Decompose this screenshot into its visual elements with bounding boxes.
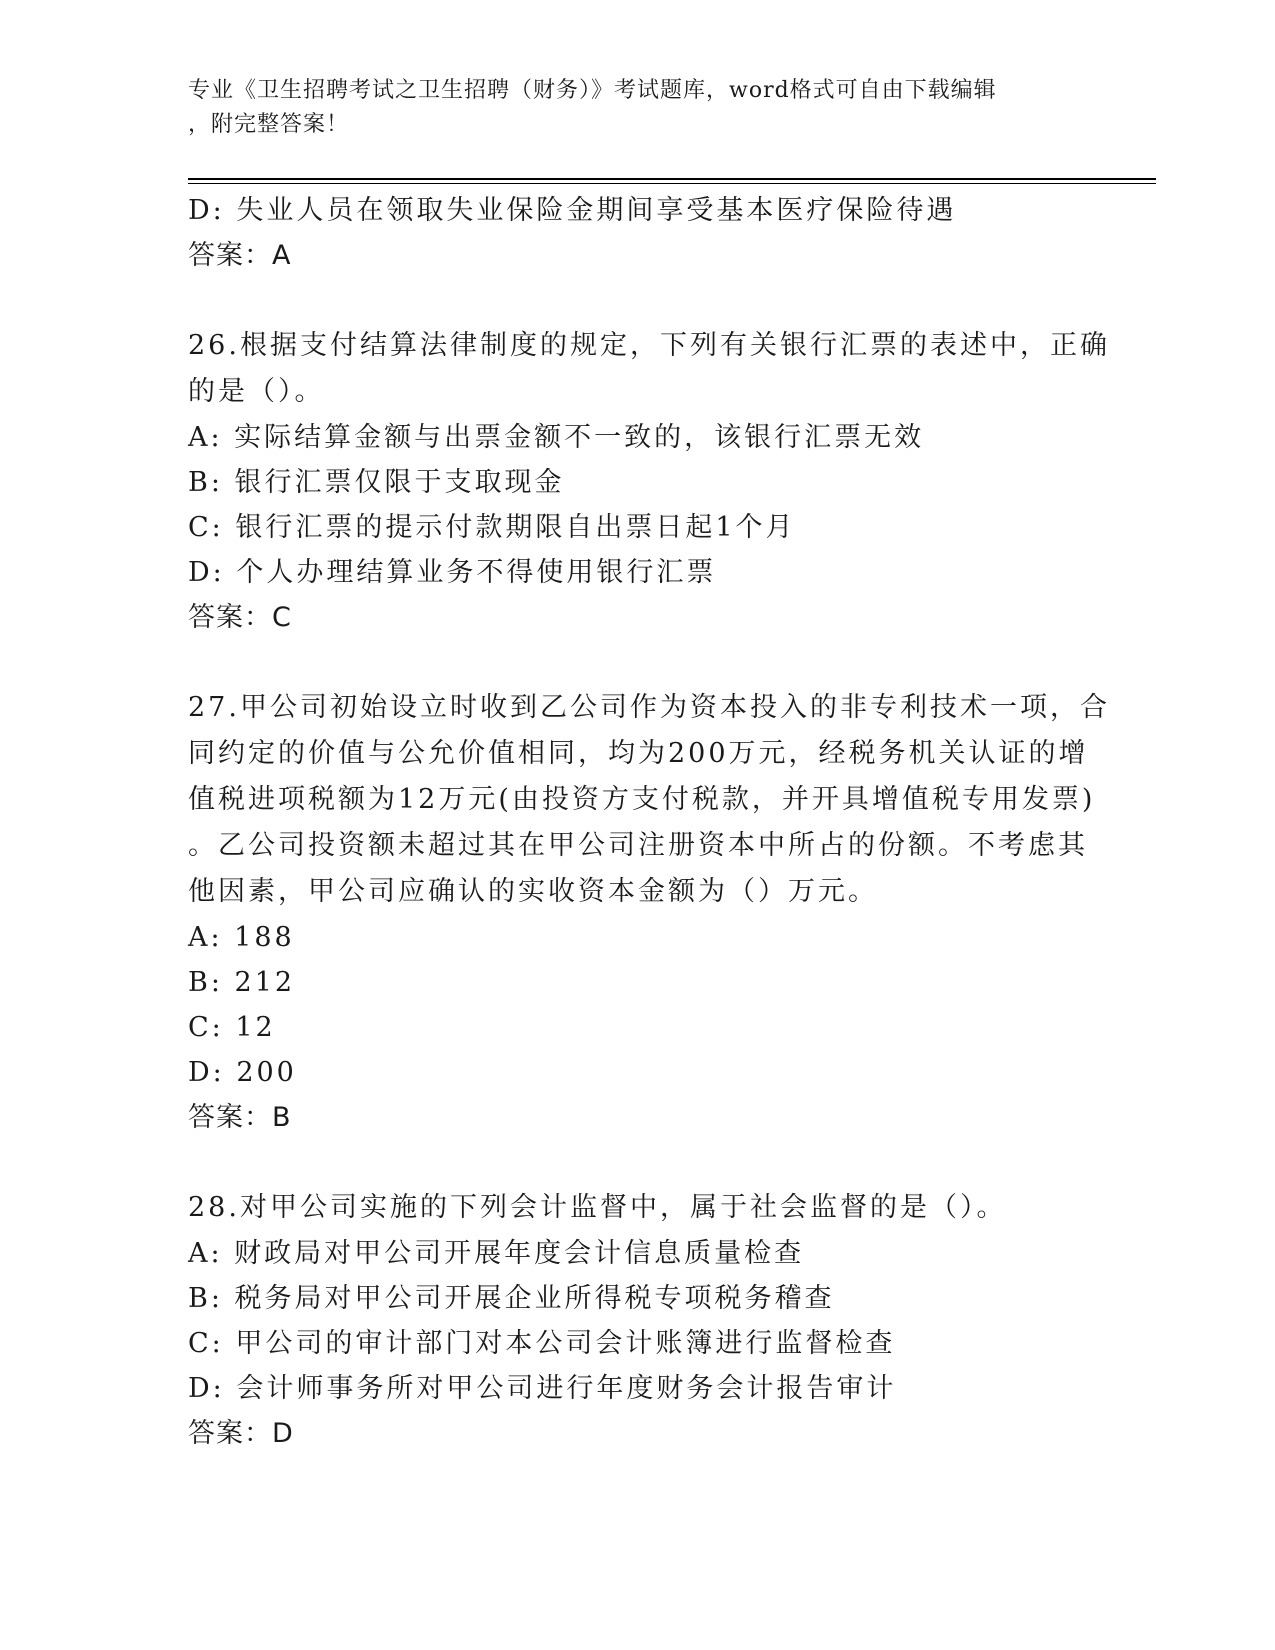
question-content — [188, 188, 1110, 1457]
question-stem-line: 他因素，甲公司应确认的实收资本金额为（）万元。 — [188, 876, 878, 907]
question-stem-line: 27.甲公司初始设立时收到乙公司作为资本投入的非专利技术一项，合 — [188, 692, 1110, 723]
option-d: D: 个人办理结算业务不得使用银行汇票 — [188, 557, 717, 588]
option-d: D: 200 — [188, 1057, 297, 1088]
option-c: C: 银行汇票的提示付款期限自出票日起1个月 — [188, 512, 796, 543]
header-line-2: ，附完整答案！ — [188, 112, 350, 137]
option-a: A: 188 — [188, 922, 295, 953]
question-26 — [188, 323, 1110, 641]
answer-line: 答案：A — [188, 240, 292, 271]
question-stem-line: 26.根据支付结算法律制度的规定，下列有关银行汇票的表述中，正确 — [188, 330, 1110, 361]
option-b: B: 212 — [188, 967, 296, 998]
header-divider-thick — [188, 178, 1156, 180]
option-a: A: 实际结算金额与出票金额不一致的，该银行汇票无效 — [188, 422, 925, 453]
header-line-1: 专业《卫生招聘考试之卫生招聘（财务）》考试题库，word格式可自由下载编辑 — [188, 78, 997, 103]
answer-line: 答案：D — [188, 1418, 294, 1449]
header-divider-thin — [188, 183, 1156, 184]
option-a: A: 财政局对甲公司开展年度会计信息质量检查 — [188, 1238, 805, 1269]
answer-line: 答案：B — [188, 1102, 292, 1133]
question-27 — [188, 685, 1110, 1141]
question-28 — [188, 1185, 1088, 1457]
question-stem-line: 同约定的价值与公允价值相同，均为200万元，经税务机关认证的增 — [188, 738, 1089, 769]
option-c: C: 12 — [188, 1012, 276, 1043]
question-stem-line: 值税进项税额为12万元(由投资方支付税款，并开具增值税专用发票) — [188, 784, 1096, 815]
document-header — [188, 74, 1068, 142]
question-stem-line: 的是（）。 — [188, 376, 325, 407]
option-b: B: 银行汇票仅限于支取现金 — [188, 467, 565, 498]
option-b: B: 税务局对甲公司开展企业所得税专项税务稽查 — [188, 1283, 835, 1314]
option-d: D: 失业人员在领取失业保险金期间享受基本医疗保险待遇 — [188, 195, 957, 226]
option-d: D: 会计师事务所对甲公司进行年度财务会计报告审计 — [188, 1373, 897, 1404]
option-c: C: 甲公司的审计部门对本公司会计账簿进行监督检查 — [188, 1328, 896, 1359]
question-stem-line: 28.对甲公司实施的下列会计监督中，属于社会监督的是（）。 — [188, 1192, 1007, 1223]
question-stem-line: 。乙公司投资额未超过其在甲公司注册资本中所占的份额。不考虑其 — [188, 830, 1088, 861]
previous-question-tail — [188, 188, 1088, 279]
answer-line: 答案：C — [188, 602, 292, 633]
